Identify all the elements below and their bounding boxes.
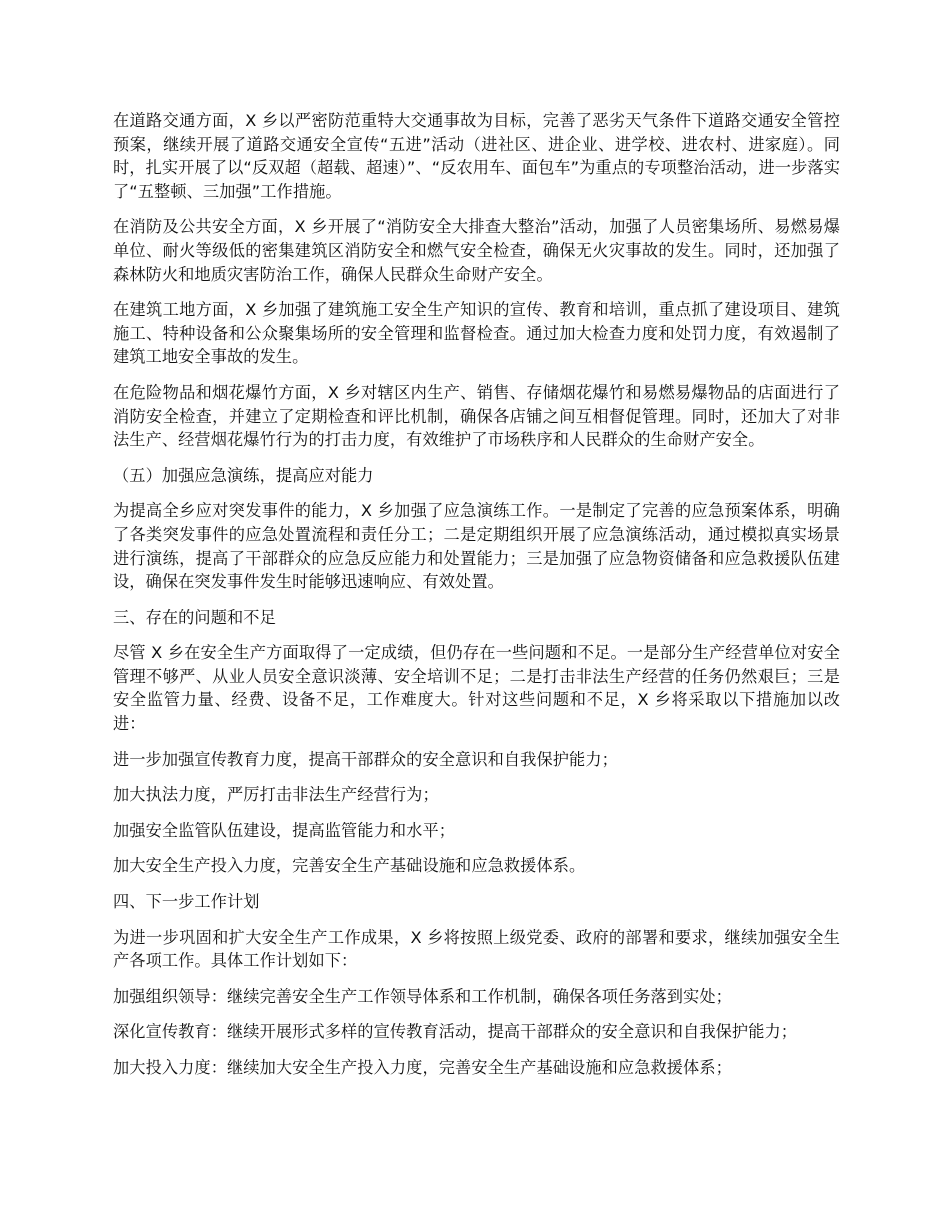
section-heading-problems: 三、存在的问题和不足	[113, 607, 276, 627]
list-item-plan-1: 加强组织领导：继续完善安全生产工作领导体系和工作机制，确保各项任务落到实处；	[113, 986, 732, 1006]
paragraph-problems: 尽管 X 乡在安全生产方面取得了一定成绩，但仍存在一些问题和不足。一是部分生产经营单位对安全管理不够严、从业人员安全意识淡薄、安全培训不足；二是打击非法生产经营的任务仍然艰巨；三是安全监管力量、经费、设备不足，工作难度大。针对这些问题和不足，X 乡将采取以下措施加以改进：	[113, 643, 840, 734]
paragraph-emergency-drills: 为提高全乡应对突发事件的能力，X 乡加强了应急演练工作。一是制定了完善的应急预案体系，明确了各类突发事件的应急处置流程和责任分工；二是定期组织开展了应急演练活动，通过模拟真实场景进行演练，提高了干部群众的应急反应能力和处置能力；三是加强了应急物资储备和应急救援队伍建设，确保在突发事件发生时能够迅速响应、有效处置。	[113, 501, 840, 592]
list-item-measure-4: 加大安全生产投入力度，完善安全生产基础设施和应急救援体系。	[113, 856, 586, 876]
paragraph-road-traffic: 在道路交通方面，X 乡以严密防范重特大交通事故为目标，完善了恶劣天气条件下道路交通安全管控预案，继续开展了道路交通安全宣传“五进”活动（进社区、进企业、进学校、进农村、进家庭）。同时，扎实开展了以“反双超（超载、超速）”、“反农用车、面包车”为重点的专项整治活动，进一步落实了“五整顿、三加强”工作措施。	[113, 111, 840, 201]
paragraph-construction-sites: 在建筑工地方面，X 乡加强了建筑施工安全生产知识的宣传、教育和培训，重点抓了建设项目、建筑施工、特种设备和公众聚集场所的安全管理和监督检查。通过加大检查力度和处罚力度，有效遏制了建筑工地安全事故的发生。	[113, 300, 840, 367]
document-body	[113, 109, 840, 1092]
section-heading-next-steps: 四、下一步工作计划	[113, 892, 260, 912]
list-item-plan-3: 加大投入力度：继续加大安全生产投入力度，完善安全生产基础设施和应急救援体系；	[113, 1058, 732, 1077]
list-item-measure-2: 加大执法力度，严厉打击非法生产经营行为；	[113, 785, 439, 805]
paragraph-fire-safety: 在消防及公共安全方面，X 乡开展了“消防安全大排查大整治”活动，加强了人员密集场所、易燃易爆单位、耐火等级低的密集建筑区消防安全和燃气安全检查，确保无火灾事故的发生。同时，还加强了森林防火和地质灾害防治工作，确保人民群众生命财产安全。	[113, 217, 840, 284]
list-item-plan-2: 深化宣传教育：继续开展形式多样的宣传教育活动，提高干部群众的安全意识和自我保护能力；	[113, 1022, 798, 1042]
paragraph-fireworks: 在危险物品和烟花爆竹方面，X 乡对辖区内生产、销售、存储烟花爆竹和易燃易爆物品的店面进行了消防安全检查，并建立了定期检查和评比机制，确保各店铺之间互相督促管理。同时，还加大了对非法生产、经营烟花爆竹行为的打击力度，有效维护了市场秩序和人民群众的生命财产安全。	[113, 382, 840, 450]
list-item-measure-3: 加强安全监管队伍建设，提高监管能力和水平；	[113, 820, 456, 840]
paragraph-next-steps-intro: 为进一步巩固和扩大安全生产工作成果，X 乡将按照上级党委、政府的部署和要求，继续加强安全生产各项工作。具体工作计划如下：	[113, 927, 840, 971]
list-item-measure-1: 进一步加强宣传教育力度，提高干部群众的安全意识和自我保护能力；	[113, 749, 618, 769]
section-heading-emergency-drills: （五）加强应急演练，提高应对能力	[113, 465, 374, 485]
